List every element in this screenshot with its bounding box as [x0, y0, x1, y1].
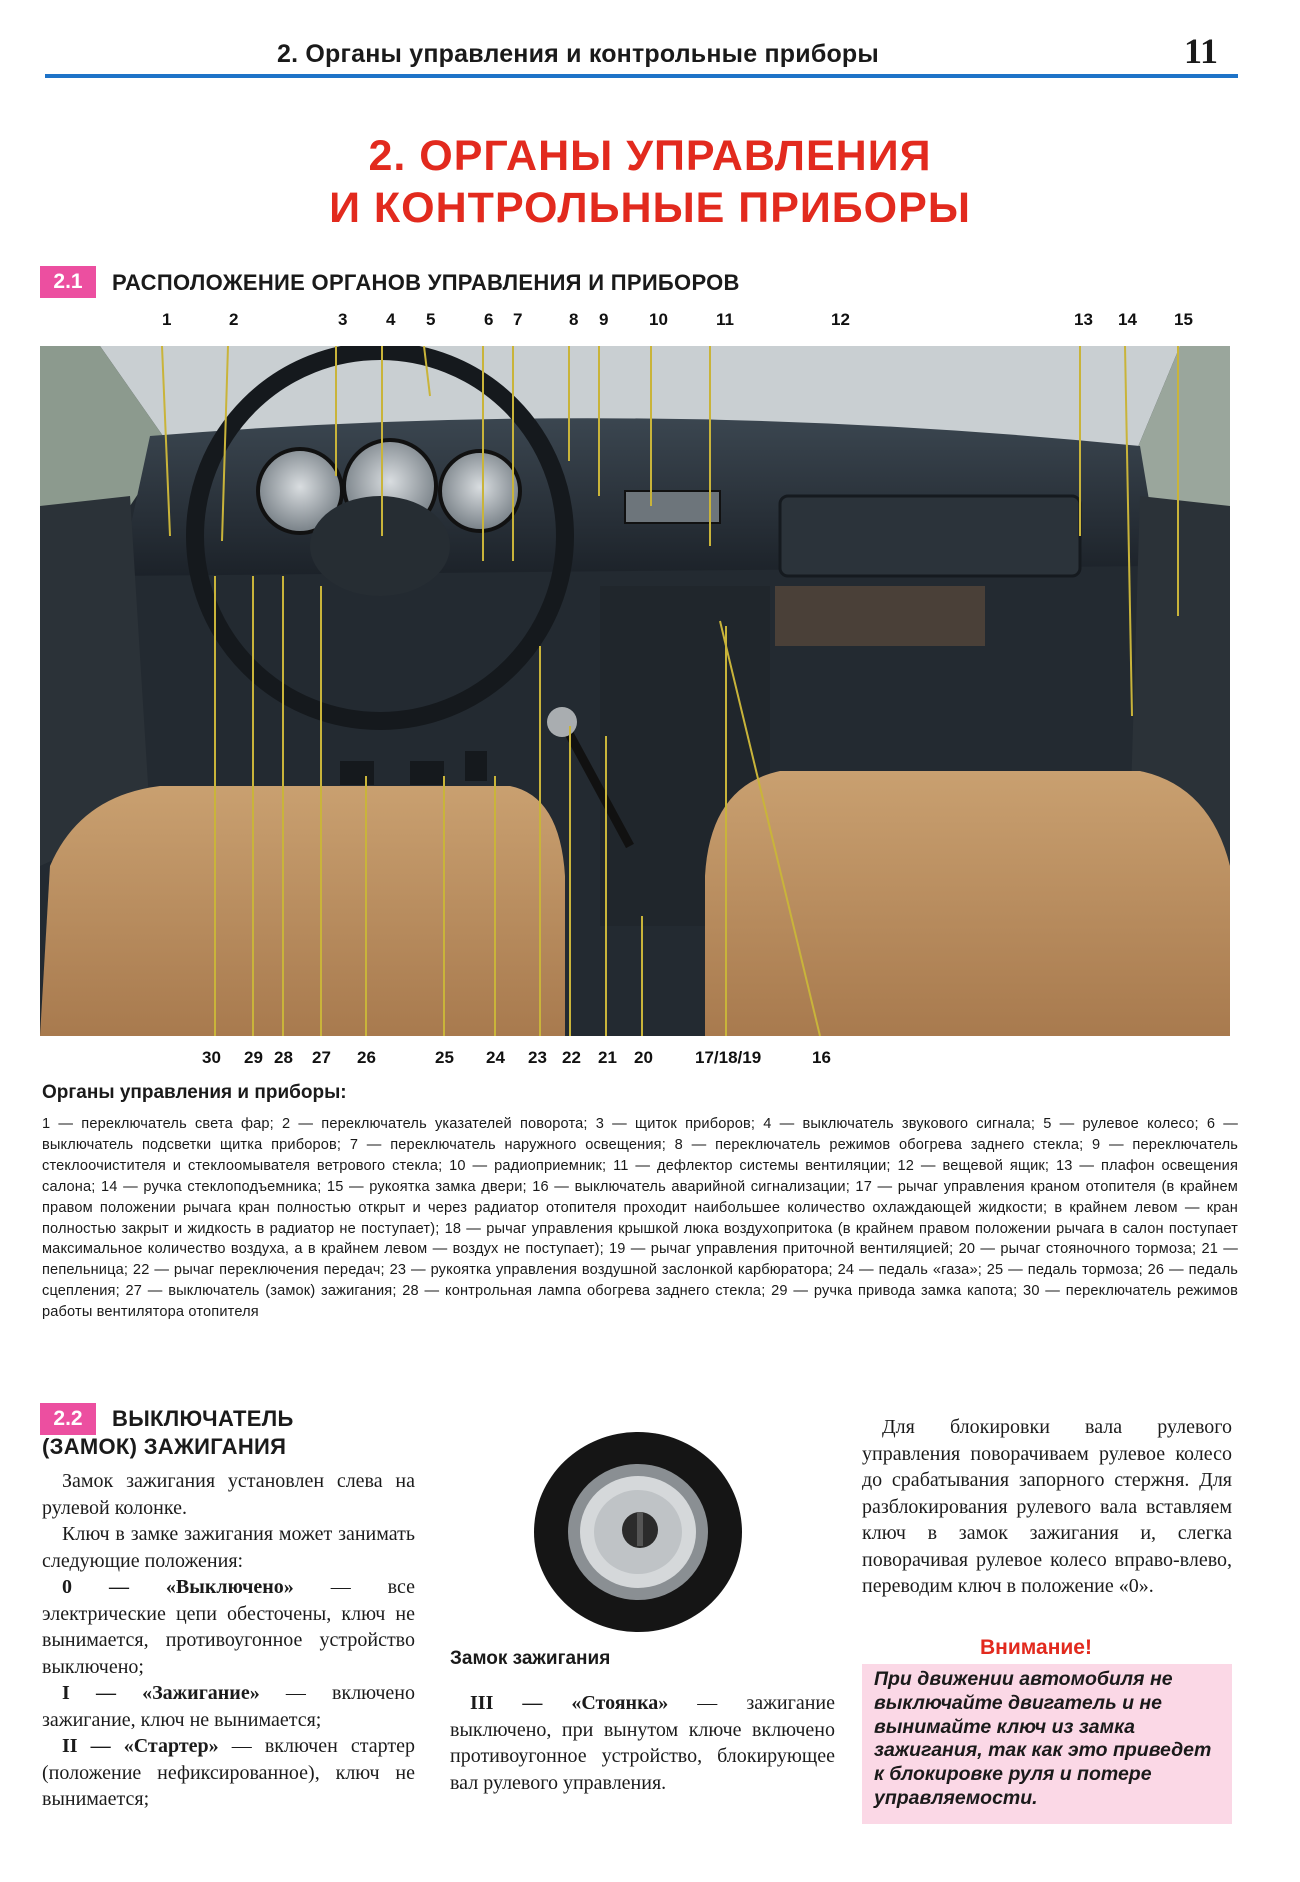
position-description: — включено зажигание, ключ не вынимается; [42, 1682, 415, 1731]
callout-bottom: 16 [812, 1048, 831, 1067]
running-head [45, 31, 1238, 76]
callout-bottom: 21 [598, 1048, 617, 1067]
middle-column [450, 1690, 835, 1796]
callout-bottom: 22 [562, 1048, 581, 1067]
section-2-2-number: 2.2 [40, 1403, 96, 1435]
ignition-lock-image [528, 1428, 748, 1636]
callout-top: 2 [229, 310, 239, 329]
paragraph [450, 1690, 835, 1796]
left-column [42, 1468, 415, 1813]
callout-bottom: 20 [634, 1048, 653, 1067]
section-2-1-title: РАСПОЛОЖЕНИЕ ОРГАНОВ УПРАВЛЕНИЯ И ПРИБОРОВ [112, 270, 740, 295]
dashboard-photo [40, 346, 1230, 1036]
callout-bottom: 24 [486, 1048, 505, 1067]
position-label: 0 — «Выключено» [62, 1576, 294, 1598]
position-label: II — «Стартер» [62, 1735, 219, 1757]
chapter-title-line2: И КОНТРОЛЬНЫЕ ПРИБОРЫ [329, 184, 971, 232]
page-number: 11 [1183, 31, 1218, 71]
callout-top: 10 [649, 310, 668, 329]
callout-top: 13 [1074, 310, 1093, 329]
callout-top: 9 [599, 310, 609, 329]
legend-text: 1 — переключатель света фар; 2 — переключатель указателей поворота; 3 — щиток приборов; 4 — выключатель звукового сигнала; 5 — рулевое колесо; 6 — выключатель подсветки щитка приборов; 7 — переключатель наружного освещения; 8 — переключатель режимов обогрева заднего стекла; 9 — переключатель стеклоочистителя и стеклоомывателя ветрового стекла; 10 — радиоприемник; 11 — дефлектор системы вентиляции; 12 — вещевой ящик; 13 — плафон освещения салона; 14 — ручка стеклоподъемника; 15 — рукоятка замка двери; 16 — выключатель аварийной сигнализации; 17 — рычаг управления краном отопителя (в крайнем правом положении рычага кран полностью открыт и через радиатор отопителя проходит наибольшее количество охлаждающей жидкости; в крайнем левом — кран полностью закрыт и жидкость в радиатор не поступает); 18 — рычаг управления крышкой люка воздухопритока (в крайнем правом положении рычага в салон поступает максимальное количество воздуха, а в крайнем левом — воздух не поступает); 19 — рычаг управления приточной вентиляцией; 20 — рычаг стояночного тормоза; 21 — пепельница; 22 — рычаг переключения передач; 23 — рукоятка управления воздушной заслонкой карбюратора; 24 — педаль «газа»; 25 — педаль тормоза; 26 — педаль сцепления; 27 — выключатель (замок) зажигания; 28 — контрольная лампа обогрева заднего стекла; 29 — ручка привода замка капота; 30 — переключатель режимов работы вентилятора отопителя [42, 1116, 1238, 1321]
callout-top: 6 [484, 310, 494, 329]
warning-text: При движении автомобиля не выключайте двигатель и не вынимайте ключ из замка зажигания, так как это приведет к блокировке руля и потере управляемости. [874, 1668, 1212, 1809]
position-description: — зажигание выключено, при вынутом ключе включено противоугонное устройство, блокирующее вал рулевого управления. [450, 1692, 835, 1794]
callout-bottom: 23 [528, 1048, 547, 1067]
callout-top: 7 [513, 310, 523, 329]
callout-top: 3 [338, 310, 348, 329]
callout-top: 14 [1118, 310, 1137, 329]
paragraph: Ключ в замке зажигания может занимать следующие положения: [42, 1523, 415, 1572]
callout-top: 8 [569, 310, 579, 329]
callout-top: 4 [386, 310, 396, 329]
callout-top: 1 [162, 310, 172, 329]
callout-bottom: 29 [244, 1048, 263, 1067]
position-description: — включен стартер (положение нефиксированное), ключ не вынимается; [42, 1735, 416, 1810]
callout-bottom: 28 [274, 1048, 293, 1067]
ignition-lock-caption: Замок зажигания [450, 1648, 611, 1669]
paragraph: Для блокировки вала рулевого управления поворачиваем рулевое колесо до срабатывания запорного стержня. Для разблокирования рулевого вала вставляем ключ в замок зажигания и, слегка поворачивая рулевое колесо вправо-влево, переводим ключ в положение «0». [862, 1416, 1232, 1597]
paragraph [42, 1733, 415, 1813]
right-column [862, 1414, 1232, 1600]
position-description: — все электрические цепи обесточены, ключ не вынимается, противоугонное устройство выключено; [42, 1576, 416, 1678]
callout-bottom: 26 [357, 1048, 376, 1067]
callout-bottom: 17/18/19 [695, 1048, 762, 1067]
callout-top: 15 [1174, 310, 1193, 329]
chapter-title [0, 130, 1300, 234]
callout-bottom: 27 [312, 1048, 331, 1067]
callout-top: 11 [716, 310, 734, 329]
running-head-title: 2. Органы управления и контрольные приборы [277, 40, 879, 68]
position-label: III — «Стоянка» [470, 1692, 669, 1714]
warning-title: Внимание! [980, 1636, 1092, 1659]
paragraph [42, 1680, 415, 1733]
position-label: I — «Зажигание» [62, 1682, 260, 1704]
callout-top: 12 [831, 310, 850, 329]
section-2-2-title-line2: (ЗАМОК) ЗАЖИГАНИЯ [42, 1434, 287, 1459]
chapter-title-line1: 2. ОРГАНЫ УПРАВЛЕНИЯ [368, 132, 932, 180]
section-2-1-number: 2.1 [40, 266, 96, 298]
paragraph [42, 1574, 415, 1680]
section-2-2-title-line1: ВЫКЛЮЧАТЕЛЬ [112, 1406, 294, 1431]
callout-bottom: 25 [435, 1048, 454, 1067]
callout-top: 5 [426, 310, 436, 329]
legend-heading: Органы управления и приборы: [42, 1082, 347, 1103]
paragraph: Замок зажигания установлен слева на рулевой колонке. [42, 1470, 415, 1519]
callout-bottom: 30 [202, 1048, 221, 1067]
header-rule [45, 74, 1238, 78]
